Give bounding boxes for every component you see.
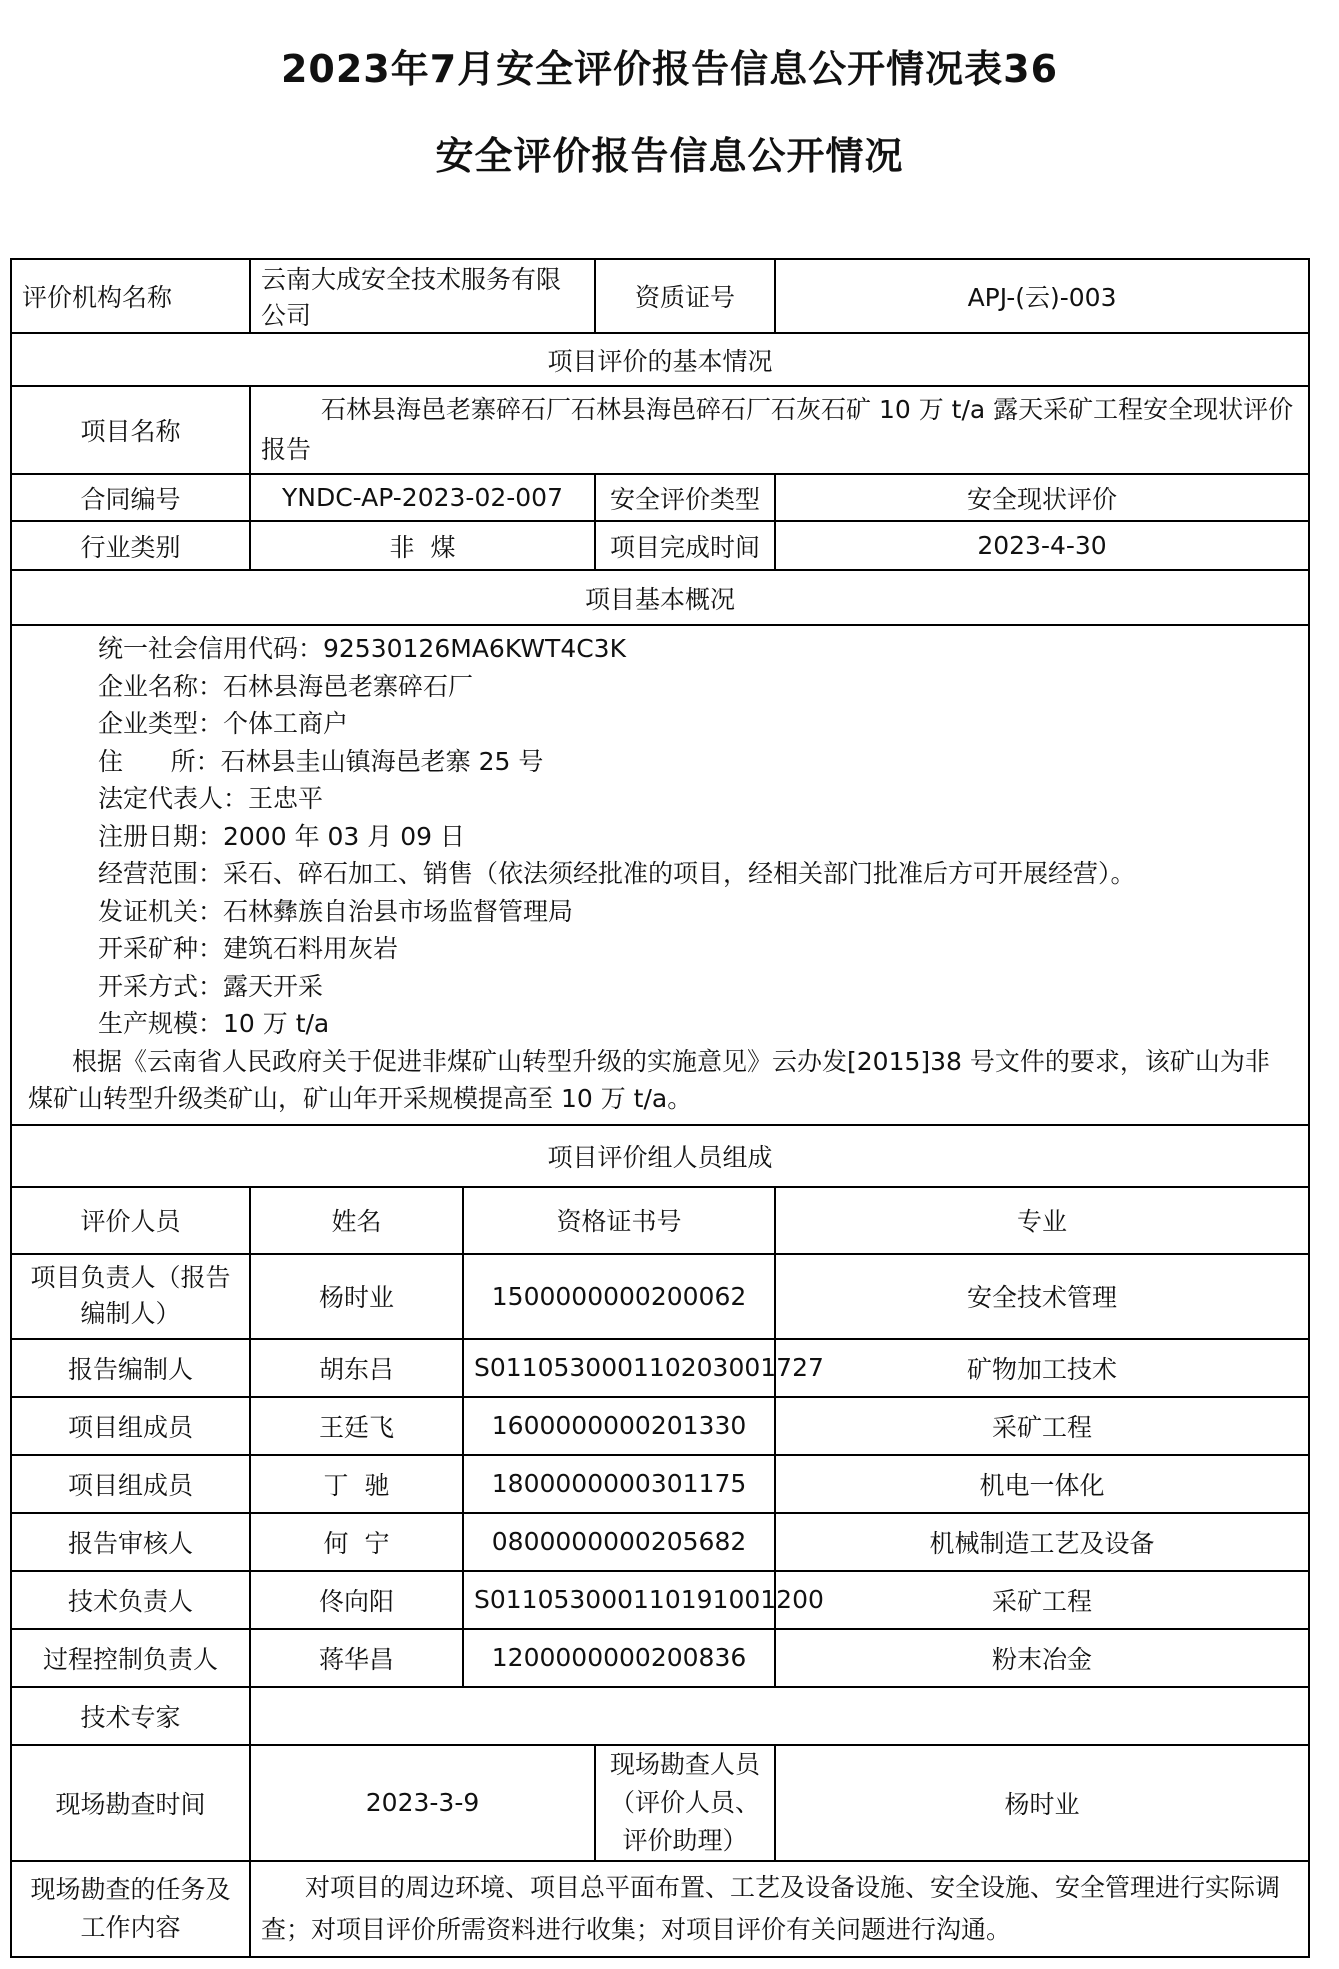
overview-line: 开采矿种：建筑石料用灰岩 xyxy=(98,934,399,963)
member-name: 何 宁 xyxy=(250,1513,463,1571)
overview-line: 生产规模：10 万 t/a xyxy=(98,1009,330,1038)
overview-line: 企业类型：个体工商户 xyxy=(98,709,349,738)
eval-type: 安全现状评价 xyxy=(775,474,1309,521)
member-major: 采矿工程 xyxy=(775,1397,1309,1455)
project-name-label: 项目名称 xyxy=(11,386,250,474)
overview-paragraph: 根据《云南省人民政府关于促进非煤矿山转型升级的实施意见》云办发[2015]38 号文件的要求，该矿山为非煤矿山转型升级类矿山，矿山年开采规模提高至 10 万 t/a。 xyxy=(28,1046,1270,1113)
member-major: 机械制造工艺及设备 xyxy=(775,1513,1309,1571)
member-role: 报告编制人 xyxy=(11,1339,250,1397)
overview-line: 法定代表人：王忠平 xyxy=(98,784,324,813)
eval-type-label: 安全评价类型 xyxy=(595,474,775,521)
member-cert: 1200000000200836 xyxy=(463,1629,775,1687)
col-header-cert: 资格证书号 xyxy=(463,1187,775,1254)
member-name: 佟向阳 xyxy=(250,1571,463,1629)
contract-label: 合同编号 xyxy=(11,474,250,521)
member-cert: S011053000110203001727 xyxy=(463,1339,775,1397)
overview-line: 发证机关：石林彝族自治县市场监督管理局 xyxy=(98,896,574,926)
expert-value xyxy=(250,1687,1309,1745)
overview-line: 住 所：石林县圭山镇海邑老寨 25 号 xyxy=(98,746,544,776)
member-name: 蒋华昌 xyxy=(250,1629,463,1687)
cert-number: APJ-(云)-003 xyxy=(775,259,1309,333)
table-row xyxy=(11,1571,1309,1629)
member-cert: S011053000110191001200 xyxy=(463,1571,775,1629)
member-role: 项目负责人（报告编制人） xyxy=(11,1254,250,1339)
expert-label: 技术专家 xyxy=(11,1687,250,1745)
member-name: 胡东吕 xyxy=(250,1339,463,1397)
cert-label: 资质证号 xyxy=(595,259,775,333)
col-header-major: 专业 xyxy=(775,1187,1309,1254)
industry: 非 煤 xyxy=(250,521,595,570)
overview-line: 注册日期：2000 年 03 月 09 日 xyxy=(98,821,465,851)
overview-section-header: 项目基本概况 xyxy=(11,570,1309,625)
finish-time: 2023-4-30 xyxy=(775,521,1309,570)
site-time-label: 现场勘查时间 xyxy=(11,1745,250,1861)
finish-time-label: 项目完成时间 xyxy=(595,521,775,570)
member-major: 粉末冶金 xyxy=(775,1629,1309,1687)
member-name: 杨时业 xyxy=(250,1254,463,1339)
member-cert: 1500000000200062 xyxy=(463,1254,775,1339)
site-staff-label xyxy=(595,1745,775,1861)
site-staff-label-line1: 现场勘查人员 xyxy=(610,1749,761,1779)
member-cert: 1800000000301175 xyxy=(463,1455,775,1513)
member-major: 矿物加工技术 xyxy=(775,1339,1309,1397)
table-row xyxy=(11,1254,1309,1339)
member-role: 项目组成员 xyxy=(11,1455,250,1513)
member-role: 报告审核人 xyxy=(11,1513,250,1571)
project-name: 石林县海邑老寨碎石厂石林县海邑碎石厂石灰石矿 10 万 t/a 露天采矿工程安全现状评价报告 xyxy=(250,386,1309,474)
org-name-label: 评价机构名称 xyxy=(11,259,250,333)
overview-content xyxy=(11,625,1309,1125)
member-role: 项目组成员 xyxy=(11,1397,250,1455)
overview-line: 企业名称：石林县海邑老寨碎石厂 xyxy=(98,671,474,701)
table-row xyxy=(11,1339,1309,1397)
member-major: 安全技术管理 xyxy=(775,1254,1309,1339)
report-table xyxy=(10,258,1310,1958)
table-row xyxy=(11,1629,1309,1687)
basic-section-header: 项目评价的基本情况 xyxy=(11,333,1309,386)
document-title: 2023年7月安全评价报告信息公开情况表36 xyxy=(280,47,1059,91)
member-role: 技术负责人 xyxy=(11,1571,250,1629)
site-staff: 杨时业 xyxy=(775,1745,1309,1861)
member-role: 过程控制负责人 xyxy=(11,1629,250,1687)
overview-line: 统一社会信用代码：92530126MA6KWT4C3K xyxy=(98,634,626,663)
site-time: 2023-3-9 xyxy=(250,1745,595,1861)
overview-line: 开采方式：露天开采 xyxy=(98,971,324,1001)
site-staff-label-line2: （评价人员、评价助理） xyxy=(610,1787,761,1855)
table-row xyxy=(11,1455,1309,1513)
member-name: 王廷飞 xyxy=(250,1397,463,1455)
document-subtitle: 安全评价报告信息公开情况 xyxy=(435,134,904,178)
col-header-role: 评价人员 xyxy=(11,1187,250,1254)
member-cert: 0800000000205682 xyxy=(463,1513,775,1571)
col-header-name: 姓名 xyxy=(250,1187,463,1254)
table-row xyxy=(11,1513,1309,1571)
overview-line: 经营范围：采石、碎石加工、销售（依法须经批准的项目，经相关部门批准后方可开展经营）。 xyxy=(98,859,1136,888)
team-section-header: 项目评价组人员组成 xyxy=(11,1125,1309,1187)
member-major: 机电一体化 xyxy=(775,1455,1309,1513)
member-name: 丁 驰 xyxy=(250,1455,463,1513)
contract-number: YNDC-AP-2023-02-007 xyxy=(250,474,595,521)
member-cert: 1600000000201330 xyxy=(463,1397,775,1455)
site-task-label: 现场勘查的任务及工作内容 xyxy=(11,1861,250,1957)
site-task: 对项目的周边环境、项目总平面布置、工艺及设备设施、安全设施、安全管理进行实际调查；对项目评价所需资料进行收集；对项目评价有关问题进行沟通。 xyxy=(250,1861,1309,1957)
industry-label: 行业类别 xyxy=(11,521,250,570)
table-row xyxy=(11,1397,1309,1455)
org-name: 云南大成安全技术服务有限公司 xyxy=(250,259,595,333)
member-major: 采矿工程 xyxy=(775,1571,1309,1629)
